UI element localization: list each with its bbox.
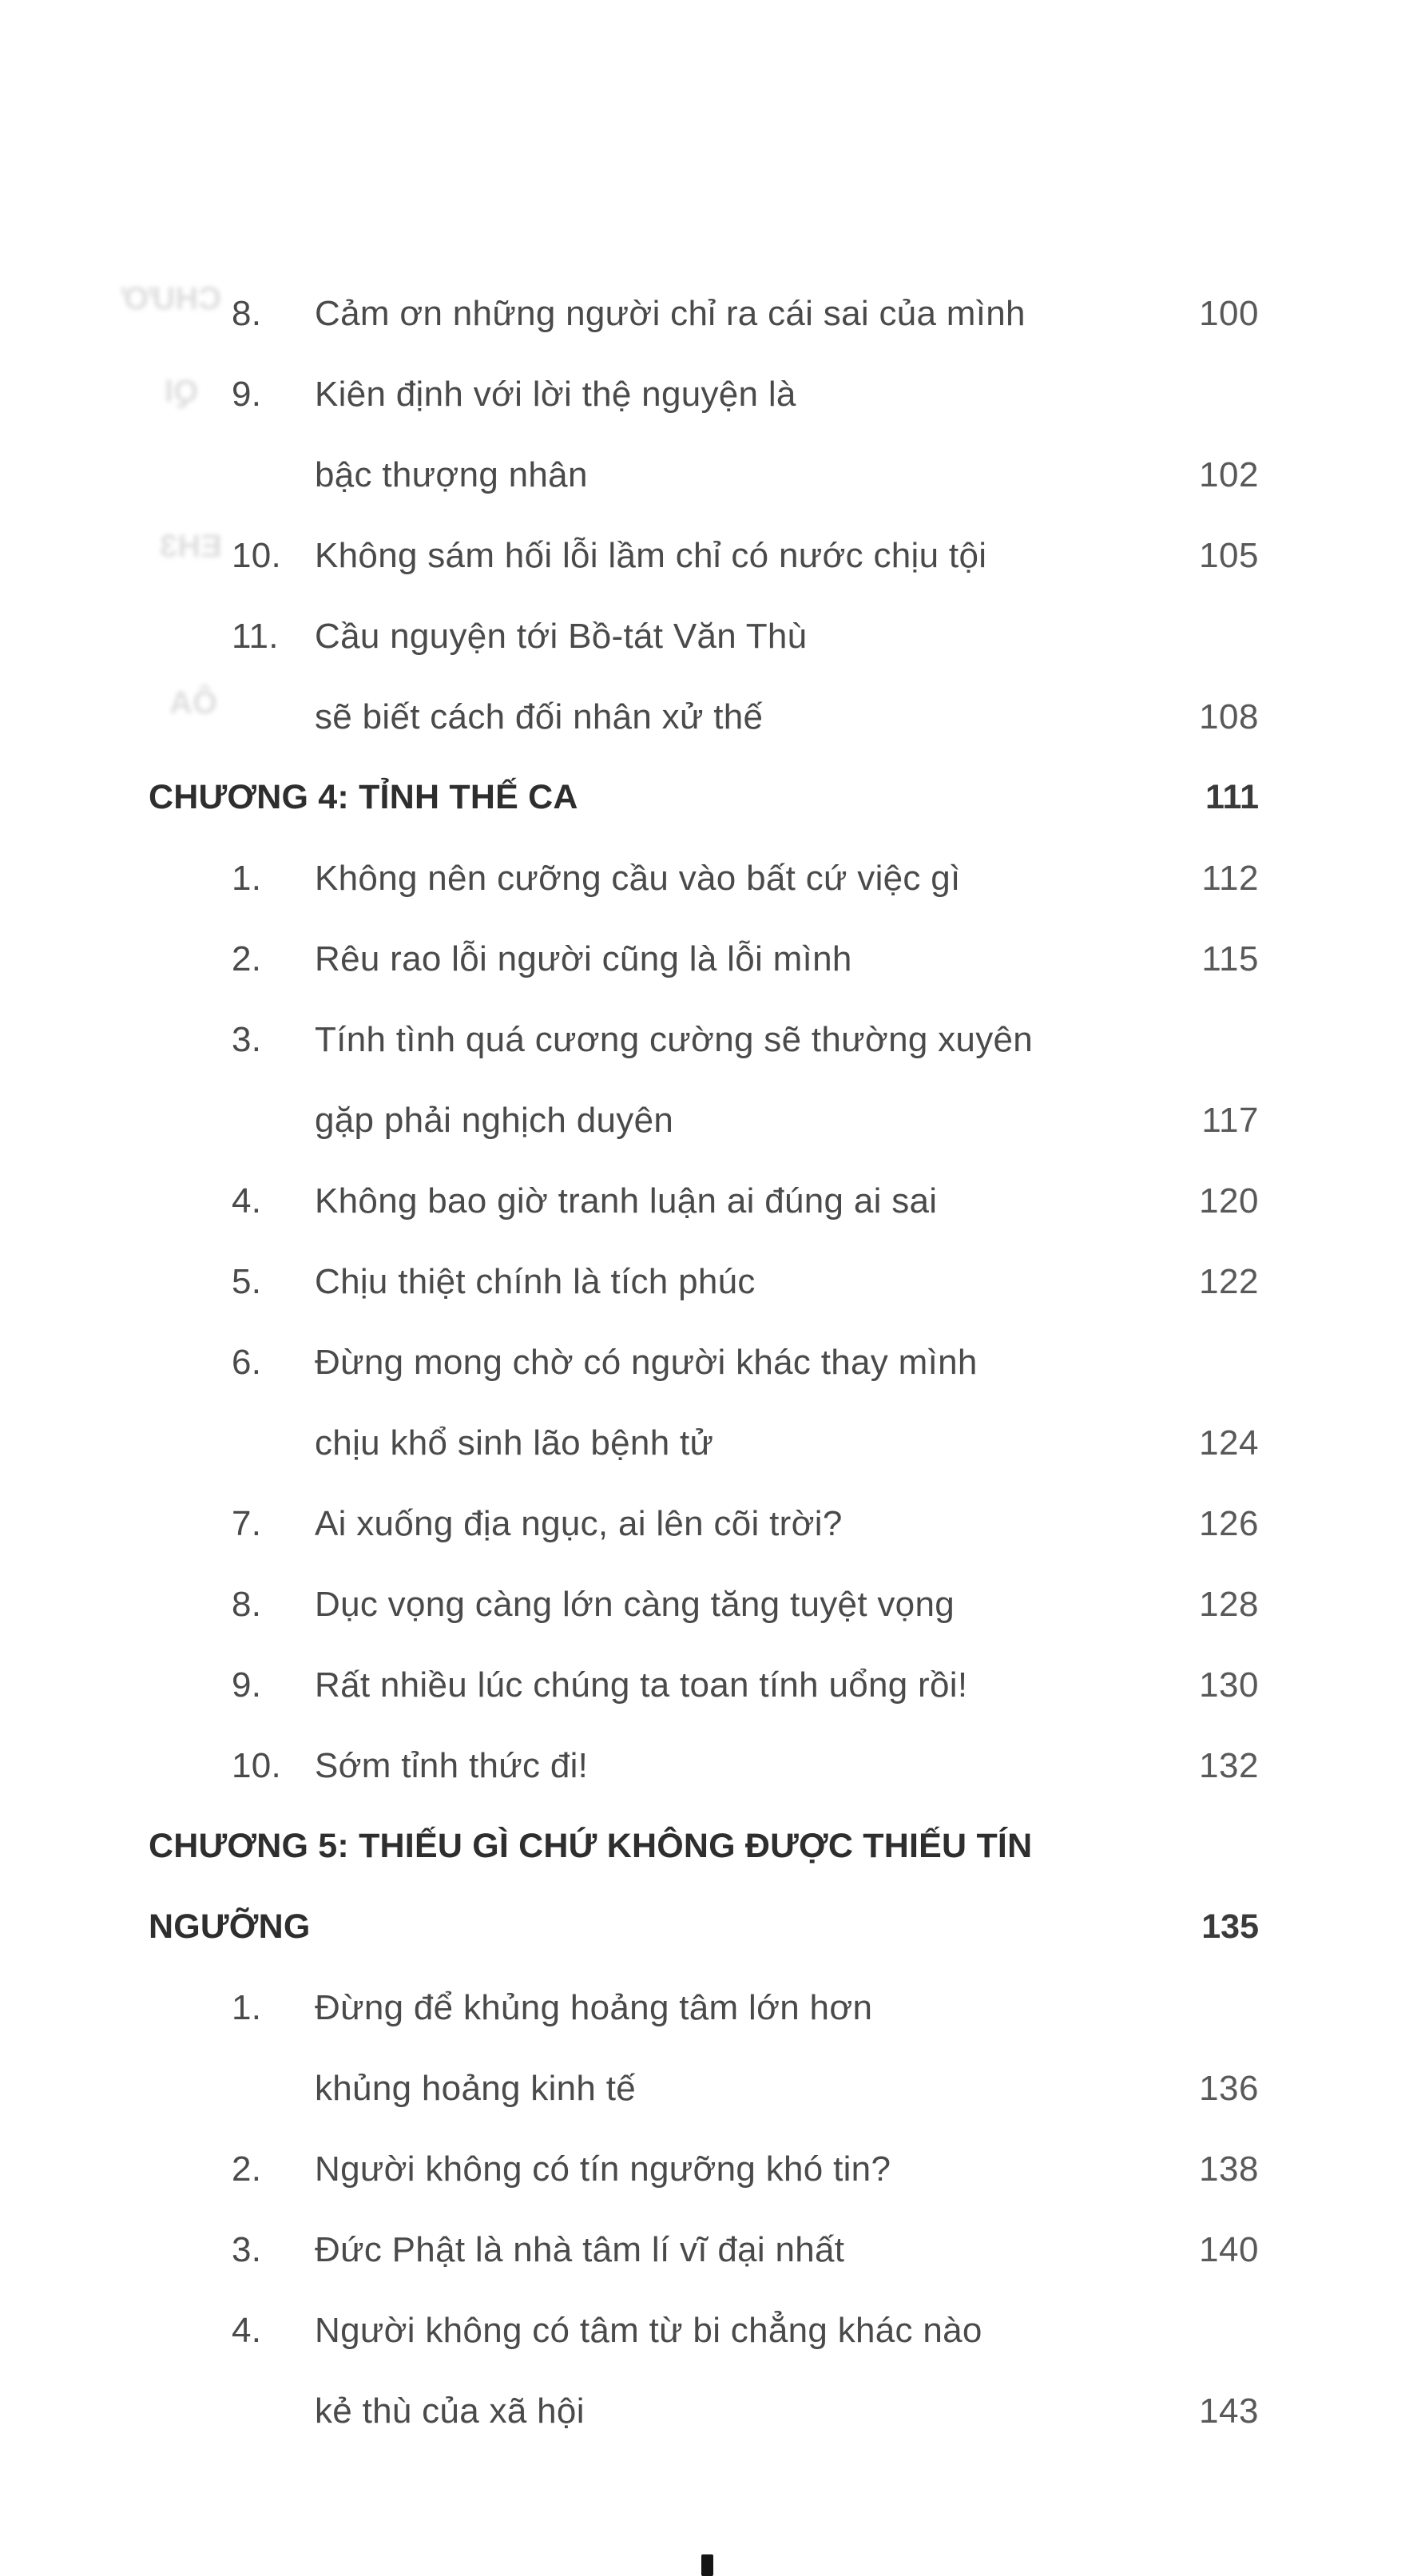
toc-entry bbox=[149, 1161, 1259, 1241]
entry-title-line: Ai xuống địa ngục, ai lên cõi trời? bbox=[315, 1504, 843, 1543]
entry-title bbox=[315, 515, 1163, 596]
toc-entry bbox=[149, 1725, 1259, 1806]
entry-title-line: Đừng để khủng hoảng tâm lớn hơn bbox=[315, 1988, 873, 2027]
toc-chapter-heading bbox=[149, 757, 1259, 838]
chapter-page-number: 135 bbox=[1201, 1907, 1259, 1946]
chapter-title: CHƯƠNG 4: TỈNH THẾ CA bbox=[149, 778, 578, 816]
scan-binding-mark bbox=[701, 2554, 713, 2576]
entry-page-number: 138 bbox=[1199, 2149, 1259, 2189]
entry-title-line: Không sám hối lỗi lầm chỉ có nước chịu tội bbox=[315, 536, 987, 575]
toc-entry bbox=[149, 999, 1259, 1161]
entry-number: 4. bbox=[232, 1181, 262, 1221]
entry-page-number: 100 bbox=[1199, 294, 1259, 333]
entry-number: 3. bbox=[232, 1020, 262, 1059]
toc-entry bbox=[149, 1645, 1259, 1725]
entry-page-number: 102 bbox=[1199, 455, 1259, 494]
entry-title bbox=[315, 999, 1163, 1161]
chapter-title: CHƯƠNG 5: THIẾU GÌ CHỨ KHÔNG ĐƯỢC THIẾU TÍN NGƯỠNG bbox=[149, 1827, 1033, 1946]
showthrough-text: CHƯƠ bbox=[121, 281, 222, 316]
entry-number: 6. bbox=[232, 1343, 262, 1382]
entry-title-line: Rêu rao lỗi người cũng là lỗi mình bbox=[315, 939, 852, 978]
toc-entry bbox=[149, 354, 1259, 515]
showthrough-text: EH3 bbox=[160, 529, 222, 564]
entry-number: 1. bbox=[232, 859, 262, 898]
entry-title-line: Đừng mong chờ có người khác thay mình bbox=[315, 1343, 978, 1382]
entry-title-line: Cầu nguyện tới Bồ-tát Văn Thù bbox=[315, 617, 808, 656]
entry-title-line: Kiên định với lời thệ nguyện là bbox=[315, 375, 796, 414]
entry-title-line: kẻ thù của xã hội bbox=[315, 2391, 585, 2431]
entry-title-line: Sớm tỉnh thức đi! bbox=[315, 1746, 589, 1785]
entry-number: 7. bbox=[232, 1504, 262, 1543]
entry-page-number: 120 bbox=[1199, 1181, 1259, 1221]
entry-title bbox=[315, 273, 1163, 354]
entry-title-line: gặp phải nghịch duyên bbox=[315, 1101, 674, 1140]
entry-number: 2. bbox=[232, 2149, 262, 2189]
entry-number: 8. bbox=[232, 294, 262, 333]
toc-entry bbox=[149, 515, 1259, 596]
entry-title bbox=[315, 1241, 1163, 1322]
entry-page-number: 140 bbox=[1199, 2230, 1259, 2269]
entry-title bbox=[315, 2290, 1163, 2451]
entry-number: 1. bbox=[232, 1988, 262, 2027]
entry-title-line: khủng hoảng kinh tế bbox=[315, 2069, 637, 2108]
entry-page-number: 126 bbox=[1199, 1504, 1259, 1543]
toc-entry bbox=[149, 596, 1259, 757]
chapter-page-number: 111 bbox=[1205, 778, 1259, 816]
entry-title bbox=[315, 1322, 1163, 1483]
entry-number: 2. bbox=[232, 939, 262, 978]
table-of-contents bbox=[149, 273, 1259, 2451]
entry-title-line: bậc thượng nhân bbox=[315, 455, 588, 494]
entry-title-line: Không bao giờ tranh luận ai đúng ai sai bbox=[315, 1181, 938, 1221]
entry-number: 3. bbox=[232, 2230, 262, 2269]
entry-number: 8. bbox=[232, 1585, 262, 1624]
entry-title-line: Chịu thiệt chính là tích phúc bbox=[315, 1262, 756, 1301]
entry-title-line: sẽ biết cách đối nhân xử thế bbox=[315, 697, 764, 736]
entry-title-line: Dục vọng càng lớn càng tăng tuyệt vọng bbox=[315, 1585, 955, 1624]
entry-page-number: 112 bbox=[1201, 859, 1259, 898]
entry-page-number: 115 bbox=[1201, 939, 1259, 978]
entry-title bbox=[315, 1967, 1163, 2129]
toc-entry bbox=[149, 1483, 1259, 1564]
entry-page-number: 108 bbox=[1199, 697, 1259, 736]
entry-title bbox=[315, 2129, 1163, 2209]
entry-page-number: 136 bbox=[1199, 2069, 1259, 2108]
entry-title-line: Không nên cưỡng cầu vào bất cứ việc gì bbox=[315, 859, 961, 898]
entry-title-line: Cảm ơn những người chỉ ra cái sai của mình bbox=[315, 294, 1026, 333]
entry-page-number: 130 bbox=[1199, 1665, 1259, 1705]
entry-title-line: Người không có tâm từ bi chẳng khác nào bbox=[315, 2311, 982, 2350]
entry-page-number: 124 bbox=[1199, 1423, 1259, 1463]
entry-title bbox=[315, 1483, 1163, 1564]
entry-title bbox=[315, 1161, 1163, 1241]
entry-number: 11. bbox=[232, 617, 279, 656]
entry-title-line: Rất nhiều lúc chúng ta toan tính uổng rồi! bbox=[315, 1665, 968, 1705]
entry-number: 4. bbox=[232, 2311, 262, 2350]
entry-title bbox=[315, 596, 1163, 757]
entry-title bbox=[315, 1645, 1163, 1725]
toc-entry bbox=[149, 919, 1259, 999]
toc-entry bbox=[149, 1564, 1259, 1645]
toc-chapter-heading bbox=[149, 1806, 1259, 1967]
entry-number: 5. bbox=[232, 1262, 262, 1301]
entry-title-line: Đức Phật là nhà tâm lí vĩ đại nhất bbox=[315, 2230, 845, 2269]
toc-entry bbox=[149, 838, 1259, 919]
toc-entry bbox=[149, 1967, 1259, 2129]
entry-title bbox=[315, 919, 1163, 999]
entry-number: 10. bbox=[232, 1746, 282, 1785]
entry-page-number: 122 bbox=[1199, 1262, 1259, 1301]
toc-entry bbox=[149, 2209, 1259, 2290]
entry-title bbox=[315, 354, 1163, 515]
toc-entry bbox=[149, 273, 1259, 354]
entry-title bbox=[315, 1725, 1163, 1806]
entry-page-number: 117 bbox=[1201, 1101, 1259, 1140]
entry-page-number: 143 bbox=[1199, 2391, 1259, 2431]
entry-page-number: 132 bbox=[1199, 1746, 1259, 1785]
entry-title-line: Người không có tín ngưỡng khó tin? bbox=[315, 2149, 891, 2189]
entry-page-number: 128 bbox=[1199, 1585, 1259, 1624]
entry-number: 9. bbox=[232, 1665, 262, 1705]
showthrough-text: QI bbox=[165, 374, 199, 409]
toc-entry bbox=[149, 2129, 1259, 2209]
entry-title bbox=[315, 838, 1163, 919]
toc-entry bbox=[149, 1322, 1259, 1483]
entry-title bbox=[315, 2209, 1163, 2290]
entry-title bbox=[315, 1564, 1163, 1645]
entry-title-line: chịu khổ sinh lão bệnh tử bbox=[315, 1423, 714, 1463]
entry-page-number: 105 bbox=[1199, 536, 1259, 575]
toc-entry bbox=[149, 1241, 1259, 1322]
toc-entry bbox=[149, 2290, 1259, 2451]
showthrough-text: ÔA bbox=[169, 685, 217, 720]
entry-title-line: Tính tình quá cương cường sẽ thường xuyên bbox=[315, 1020, 1034, 1059]
entry-number: 10. bbox=[232, 536, 282, 575]
entry-number: 9. bbox=[232, 375, 262, 414]
